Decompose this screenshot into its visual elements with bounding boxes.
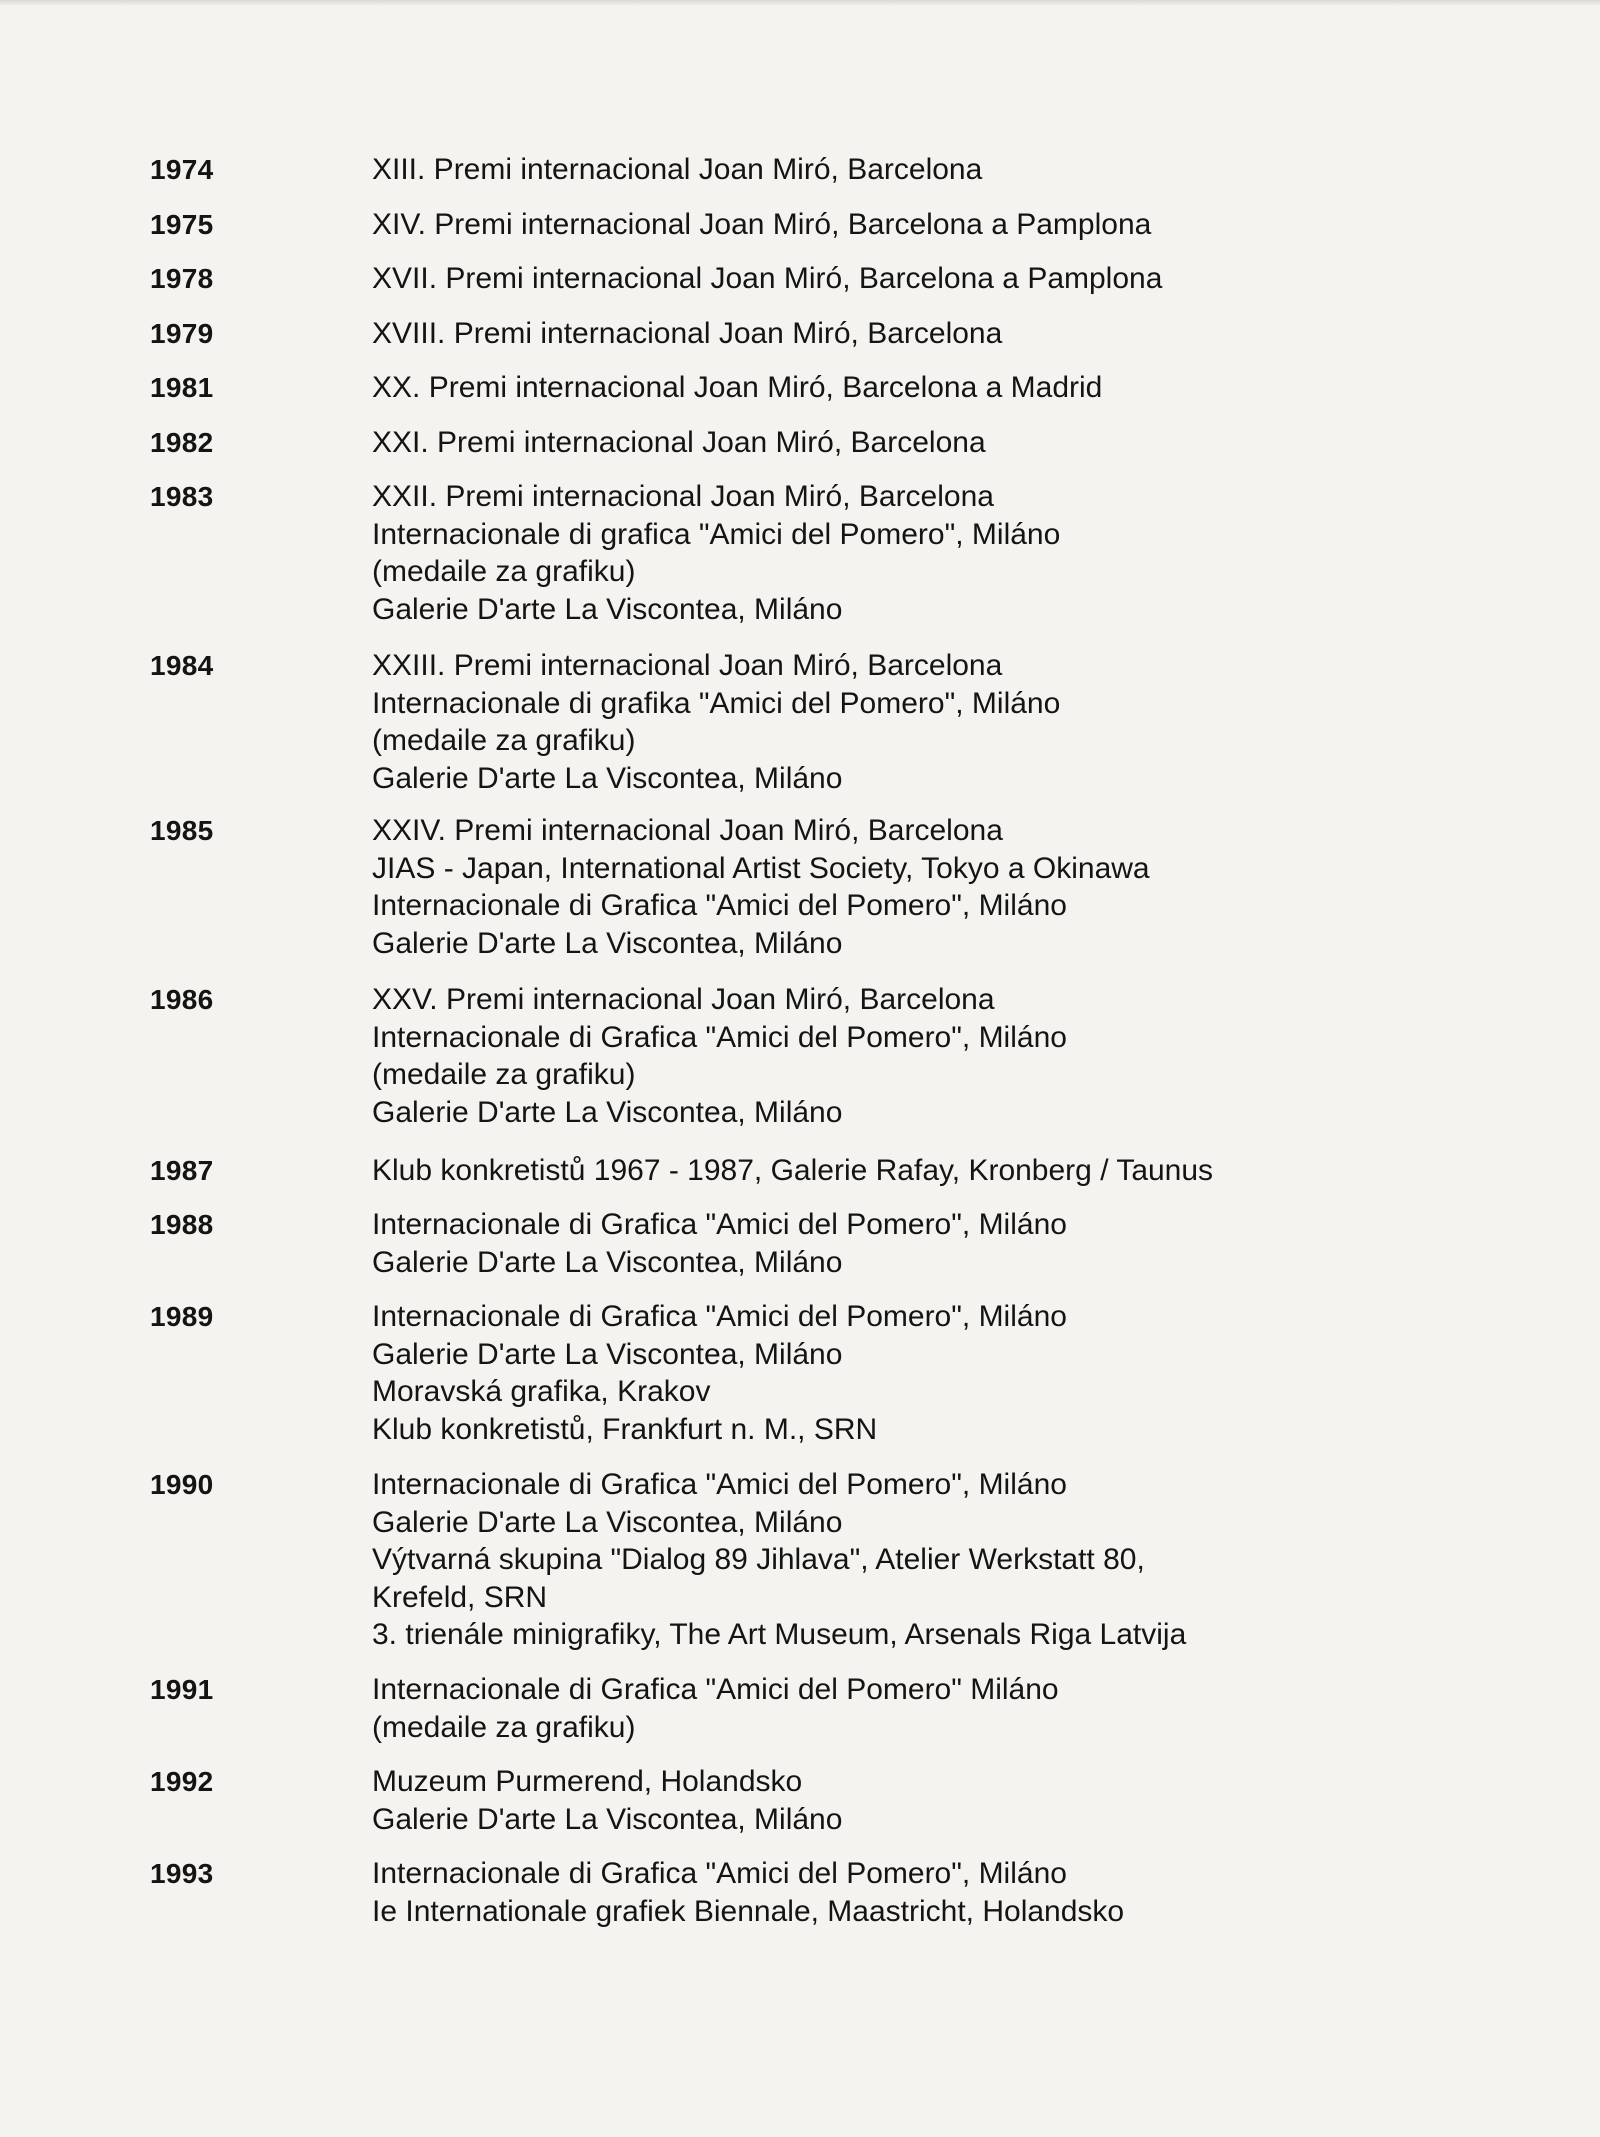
entry-line: JIAS - Japan, International Artist Society, Tokyo a Okinawa bbox=[372, 851, 1150, 885]
entry-lines bbox=[372, 369, 1522, 407]
entry-lines bbox=[372, 1855, 1522, 1930]
entry-year: 1988 bbox=[150, 1209, 214, 1240]
entry-line: Internacionale di Grafica "Amici del Pomero", Miláno bbox=[372, 1857, 1067, 1890]
entry-line: Muzeum Purmerend, Holandsko bbox=[372, 1765, 803, 1798]
entry-line: XXI. Premi internacional Joan Miró, Barcelona bbox=[372, 426, 986, 459]
entry-year: 1981 bbox=[150, 372, 214, 403]
entry-line: XVII. Premi internacional Joan Miró, Barcelona a Pamplona bbox=[372, 262, 1163, 295]
entry-year: 1975 bbox=[150, 209, 214, 240]
entry-line: Galerie D'arte La Viscontea, Miláno bbox=[372, 1245, 843, 1279]
entry-line: Galerie D'arte La Viscontea, Miláno bbox=[372, 761, 843, 795]
entry-line: Internacionale di Grafica "Amici del Pomero", Miláno bbox=[372, 1300, 1067, 1333]
entry-line: Galerie D'arte La Viscontea, Miláno bbox=[372, 1505, 843, 1539]
entry-lines bbox=[372, 315, 1522, 353]
entry-year: 1983 bbox=[150, 481, 214, 512]
entry-year: 1991 bbox=[150, 1674, 214, 1705]
entry-line: Krefeld, SRN bbox=[372, 1580, 548, 1614]
entry-year: 1987 bbox=[150, 1155, 214, 1186]
entry-lines bbox=[372, 478, 1522, 628]
entry-lines bbox=[372, 206, 1522, 244]
entry-line: Internacionale di Grafica "Amici del Pomero", Miláno bbox=[372, 889, 1067, 922]
entry-line: 3. trienále minigrafiky, The Art Museum, Arsenals Riga Latvija bbox=[372, 1618, 1187, 1651]
entry-line: Moravská grafika, Krakov bbox=[372, 1375, 711, 1408]
entry-year: 1986 bbox=[150, 984, 214, 1015]
entry-year: 1978 bbox=[150, 263, 214, 294]
entry-lines bbox=[372, 151, 1522, 189]
entry-year: 1985 bbox=[150, 815, 214, 846]
entry-line: Galerie D'arte La Viscontea, Miláno bbox=[372, 1802, 843, 1836]
entry-year: 1990 bbox=[150, 1469, 214, 1500]
entry-lines bbox=[372, 1671, 1522, 1746]
entry-line: Internacionale di grafica "Amici del Pomero", Miláno bbox=[372, 517, 1061, 551]
entry-year: 1974 bbox=[150, 154, 214, 185]
entry-line: Galerie D'arte La Viscontea, Miláno bbox=[372, 926, 843, 960]
entry-line: XX. Premi internacional Joan Miró, Barcelona a Madrid bbox=[372, 371, 1103, 404]
entry-line: Klub konkretistů 1967 - 1987, Galerie Rafay, Kronberg / Taunus bbox=[372, 1154, 1214, 1187]
entry-line: Internacionale di Grafica "Amici del Pomero", Miláno bbox=[372, 1020, 1067, 1054]
entry-line: XXII. Premi internacional Joan Miró, Barcelona bbox=[372, 480, 994, 513]
entry-line: Ie Internationale grafiek Biennale, Maastricht, Holandsko bbox=[372, 1894, 1125, 1928]
entry-line: Galerie D'arte La Viscontea, Miláno bbox=[372, 1095, 843, 1129]
entry-line: XXV. Premi internacional Joan Miró, Barcelona bbox=[372, 983, 995, 1016]
entry-line: (medaile za grafiku) bbox=[372, 1058, 636, 1091]
entry-line: Klub konkretistů, Frankfurt n. M., SRN bbox=[372, 1412, 878, 1446]
entry-line: Internacionale di Grafica "Amici del Pomero" Miláno bbox=[372, 1673, 1059, 1706]
entry-lines bbox=[372, 1298, 1522, 1448]
entry-line: XVIII. Premi internacional Joan Miró, Barcelona bbox=[372, 317, 1003, 350]
entry-year: 1992 bbox=[150, 1766, 214, 1797]
entry-year: 1982 bbox=[150, 427, 214, 458]
entry-year: 1993 bbox=[150, 1858, 214, 1889]
entry-line: XXIV. Premi internacional Joan Miró, Barcelona bbox=[372, 814, 1003, 847]
entry-line: (medaile za grafiku) bbox=[372, 555, 636, 588]
entry-line: (medaile za grafiku) bbox=[372, 724, 636, 757]
entry-line: Výtvarná skupina "Dialog 89 Jihlava", Atelier Werkstatt 80, bbox=[372, 1543, 1145, 1576]
entry-year: 1979 bbox=[150, 318, 214, 349]
entry-line: Galerie D'arte La Viscontea, Miláno bbox=[372, 1337, 843, 1371]
entry-line: (medaile za grafiku) bbox=[372, 1710, 636, 1744]
entry-lines bbox=[372, 1763, 1522, 1838]
top-edge-shade bbox=[0, 0, 1600, 6]
entry-lines bbox=[372, 260, 1522, 298]
entry-line: XIII. Premi internacional Joan Miró, Barcelona bbox=[372, 153, 983, 186]
entry-lines bbox=[372, 424, 1522, 462]
entry-line: XXIII. Premi internacional Joan Miró, Barcelona bbox=[372, 649, 1003, 682]
entry-lines bbox=[372, 1152, 1522, 1190]
entry-line: Internacionale di grafika "Amici del Pomero", Miláno bbox=[372, 686, 1061, 720]
entry-year: 1984 bbox=[150, 650, 214, 681]
entry-line: Internacionale di Grafica "Amici del Pomero", Miláno bbox=[372, 1208, 1067, 1241]
entry-line: Galerie D'arte La Viscontea, Miláno bbox=[372, 592, 843, 626]
entry-lines bbox=[372, 981, 1522, 1131]
entry-lines bbox=[372, 812, 1522, 962]
entry-lines bbox=[372, 1206, 1522, 1281]
entry-lines bbox=[372, 1466, 1522, 1654]
entry-line: XIV. Premi internacional Joan Miró, Barcelona a Pamplona bbox=[372, 208, 1152, 241]
entry-lines bbox=[372, 647, 1522, 797]
entry-line: Internacionale di Grafica "Amici del Pomero", Miláno bbox=[372, 1468, 1067, 1501]
entry-year: 1989 bbox=[150, 1301, 214, 1332]
